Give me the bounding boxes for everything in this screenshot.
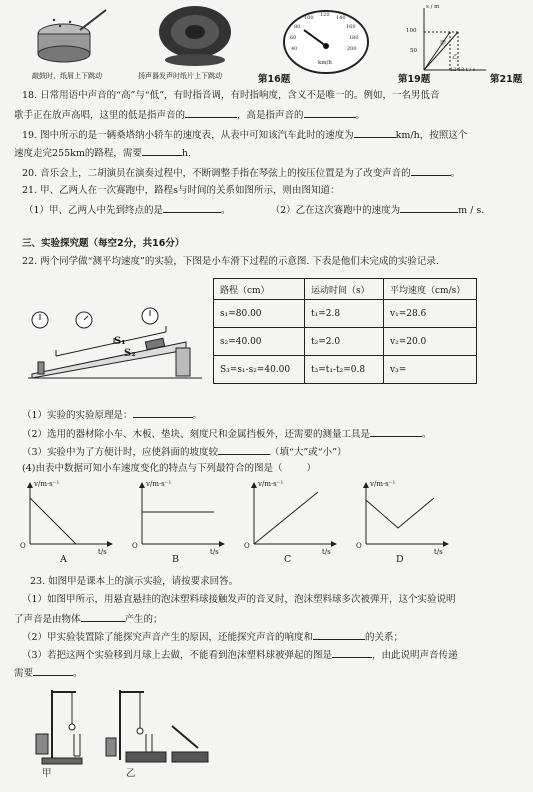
q18-blank2[interactable] [304, 108, 356, 118]
graph21 [402, 4, 488, 74]
incline-s2: S₂ [124, 348, 136, 359]
tuning-fork-figure [22, 686, 212, 782]
q22-blank2[interactable] [370, 427, 422, 437]
graph21-yi: 乙 [452, 54, 459, 61]
q21-blank1[interactable] [163, 203, 221, 213]
graph-b-xlabel: t/s [210, 548, 219, 556]
q23-p1b: 了声音是由物体 产生的； [14, 614, 163, 625]
q19-blank2[interactable] [142, 146, 182, 156]
graph-a-ylabel: v/m·s⁻¹ [34, 480, 60, 488]
q22-blank3[interactable] [218, 445, 270, 455]
graph21-x-ticks: 12 13 t / s [450, 67, 476, 73]
table-header-cell: 平均速度（cm/s） [384, 279, 477, 300]
table-cell[interactable]: v₃= [384, 356, 477, 384]
q23-p3: （3）若把这两个实验移到月球上去做，不能看到泡沫塑料球被弹起的图是 ，由此说明声音传递 [22, 650, 458, 661]
speedo-tick-4: 120 [320, 12, 330, 18]
speedo-tick-1: 60 [290, 35, 297, 41]
q22-intro: 22. 两个同学做“测平均速度”的实验，下图是小车滑下过程的示意图. 下表是他们未完成的实验记录. [22, 256, 439, 267]
graph21-jia: 甲 [440, 40, 447, 47]
drum-icon [30, 2, 110, 64]
graph21-tick-50: 50 [410, 48, 417, 54]
table-row [214, 300, 477, 328]
table-cell: S₃=s₁-s₂=40.00 [214, 356, 305, 384]
table-cell: v₁=28.6 [384, 300, 477, 328]
q19-line1: 19. 图中所示的是一辆桑塔纳小轿车的速度表，从表中可知该汽车此时的速度为 km/h，按照这个 [22, 130, 468, 141]
q19-blank1[interactable] [354, 128, 396, 138]
graph-b-icon [128, 478, 226, 550]
fig-label-jia: 甲 [42, 768, 52, 779]
graph-d-ylabel: v/m·s⁻¹ [370, 480, 396, 488]
table-header-cell: 运动时间（s） [305, 279, 384, 300]
q23-blank3[interactable] [332, 648, 372, 658]
fig21-label: 第21题 [490, 74, 523, 85]
q22-blank1[interactable] [133, 408, 193, 418]
graph-c-origin: O [244, 542, 250, 550]
graph-b-letter[interactable]: B [172, 554, 179, 565]
graph-a-origin: O [20, 542, 26, 550]
q22-p2: （2）选用的器材除小车、木板、垫块、刻度尺和金属挡板外，还需要的测量工具是 。 [22, 429, 432, 440]
graph-b [128, 478, 226, 568]
q18-line1: 18. 日常用语中声音的“高”与“低”，有时指音调，有时指响度，含义不是唯一的。例如，一名男低音 [22, 90, 440, 101]
graph-d-icon [352, 478, 450, 550]
q23-p3c: 需要 。 [14, 668, 83, 679]
q23-p1a: （1）如图甲所示，用悬直悬挂的泡沫塑料球接触发声的音叉时，泡沫塑料球多次被弹开，这个实验说明 [22, 594, 456, 605]
q23-blank2[interactable] [313, 630, 365, 640]
graph-c-xlabel: t/s [322, 548, 331, 556]
table-header-cell: 路程（cm） [214, 279, 305, 300]
q23-blank1[interactable] [81, 612, 125, 622]
graph-d-letter[interactable]: D [396, 554, 404, 565]
graph-a-icon [16, 478, 114, 550]
graph-c-icon [240, 478, 338, 550]
graph-d-xlabel: t/s [434, 548, 443, 556]
table-cell: v₂=20.0 [384, 328, 477, 356]
speedo-tick-5: 140 [336, 15, 346, 21]
fig-label-yi: 乙 [126, 768, 136, 779]
speaker-icon [150, 2, 240, 68]
speedo-tick-0: 40 [291, 46, 298, 52]
q21-line2: （1）甲、乙两人中先到终点的是 。 （2）乙在这次赛跑中的速度为 m / s. [24, 205, 485, 216]
q18-blank1[interactable] [185, 108, 237, 118]
graph21-s-label: s / m [426, 4, 440, 10]
q23-p2: （2）甲实验装置除了能探究声音产生的原因，还能探究声音的响度和 的关系； [22, 632, 404, 643]
drum-figure [30, 2, 110, 64]
table-row [214, 328, 477, 356]
q22-p1: （1）实验的实验原理是： 。 [22, 410, 203, 421]
speedometer [282, 8, 370, 74]
q18-line2: 歌手正在放声高唱，这里的低是指声音的 ，高是指声音的 。 [14, 110, 366, 121]
graph-d [352, 478, 450, 568]
data-table [213, 278, 477, 384]
speedo-tick-8: 200 [347, 46, 357, 52]
fig16-label: 第16题 [258, 74, 291, 85]
graph-c-ylabel: v/m·s⁻¹ [258, 480, 284, 488]
section3-heading: 三、实验探究题（每空2分，共16分） [22, 238, 185, 249]
table-cell: t₂=2.0 [305, 328, 384, 356]
q22-p4: (4)由表中数据可知小车速度变化的特点与下列最符合的图是（ ） [22, 463, 316, 474]
speedo-tick-7: 180 [349, 35, 359, 41]
fig19-label: 第19题 [398, 74, 431, 85]
q23-blank4[interactable] [33, 666, 73, 676]
speedo-tick-3: 100 [304, 15, 314, 21]
caption-speaker: 扬声器发声时纸片上下跳动 [138, 72, 222, 80]
q19-line2: 速度走完255km的路程，需要 h. [14, 148, 192, 159]
graph21-tick-100: 100 [406, 28, 417, 34]
q20-blank[interactable] [411, 166, 451, 176]
q22-p3: （3）实验中为了方便计时，应使斜面的坡度较 （填“大”或“小”） [22, 447, 347, 458]
table-cell: s₁=80.00 [214, 300, 305, 328]
table-row [214, 356, 477, 384]
graph-a [16, 478, 114, 568]
graph-c [240, 478, 338, 568]
q21-line1: 21. 甲、乙两人在一次赛跑中，路程s与时间的关系如图所示，则由图知道： [22, 185, 340, 196]
q20-line: 20. 音乐会上，二胡演员在演奏过程中，不断调整手指在琴弦上的按压位置是为了改变声音的 。 [22, 168, 461, 179]
q21-blank2[interactable] [400, 203, 458, 213]
tuning-fork-icon [22, 686, 212, 766]
incline-figure [26, 298, 206, 380]
graph-c-letter[interactable]: C [284, 554, 292, 565]
speedo-tick-2: 80 [294, 24, 301, 30]
table-cell: t₃=t₁-t₂=0.8 [305, 356, 384, 384]
graph-b-origin: O [132, 542, 138, 550]
speedo-tick-6: 160 [346, 24, 356, 30]
graph-d-origin: O [356, 542, 362, 550]
speaker-figure [150, 2, 240, 68]
q23-intro: 23. 如图甲是课本上的演示实验，请按要求回答。 [30, 576, 239, 587]
graph-a-xlabel: t/s [98, 548, 107, 556]
table-cell: s₂=40.00 [214, 328, 305, 356]
graph-a-letter[interactable]: A [60, 554, 67, 565]
table-cell: t₁=2.8 [305, 300, 384, 328]
graph-b-ylabel: v/m·s⁻¹ [146, 480, 172, 488]
incline-s1: S₁ [114, 336, 126, 347]
speedo-unit: km/h [318, 60, 332, 66]
table-header-row [214, 279, 477, 300]
caption-drum: 敲鼓时，纸屑上下跳动 [32, 72, 102, 80]
